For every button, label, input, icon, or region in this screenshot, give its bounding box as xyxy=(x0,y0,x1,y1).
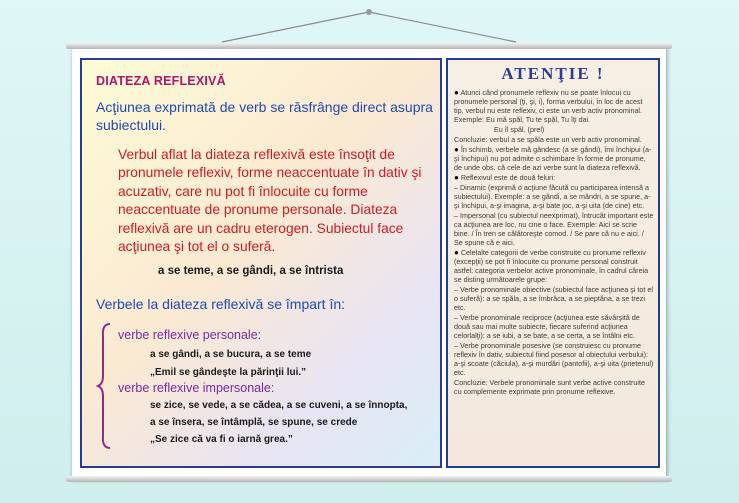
note-8: Celelalte categorii de verbe construite cu pronume reflexiv (excepţii) se pot fi înlocuite cu pronume personal construit astfel: categoria verbelor active pronominale, în cadrul căreia se disting următoarele grupe: xyxy=(454,248,649,284)
impersonal-example-1: se zice, se vede, a se cădea, a se cuveni, a se înnopta, xyxy=(150,400,408,411)
poster-top-rod xyxy=(66,43,672,49)
note-4: În schimb, verbele mă gândesc (a se gândi), îmi închipui (a-şi închipui) nu pot admite o schimbare în forme de pronume, de unde obs. că cele de azi verbe sunt la diateza reflexivă. xyxy=(454,145,652,172)
note-2: Eu îl spăl. (prel) xyxy=(494,125,545,134)
poster-bottom-rod xyxy=(66,476,672,482)
impersonal-example-2: a se însera, se întâmplă, se spune, se crede xyxy=(150,417,358,428)
examples: a se teme, a se gândi, a se întrista xyxy=(158,265,344,277)
subtitle: Verbele la diateza reflexivă se împart în: xyxy=(96,296,346,312)
impersonal-example-3: „Se zice că va fi o iarnă grea.” xyxy=(150,434,293,445)
brace-icon xyxy=(96,322,112,450)
note-3: Concluzie: verbul a se spăla este un verb activ pronominal. xyxy=(454,135,642,144)
note-9: – Verbe pronominale obiective (subiectul face acţiunea şi tot el o suferă): a se spăla, a se îmbrăca, a se pieptăna, a se trezi etc. xyxy=(454,285,653,312)
note-11: – Verbe pronominale posesive (se construiesc cu pronume reflexiv în dativ, subiectul fiind posesor al obiectului verbului): a-şi scoate (căciula), a-şi murdări (pantofii), a-şi uita (prietenul) etc. xyxy=(454,341,654,377)
personal-example-1: a se gândi, a se bucura, a se teme xyxy=(150,349,312,360)
main-panel xyxy=(80,58,442,468)
definition: Acţiunea exprimată de verb se răsfrânge direct asupra subiectului. xyxy=(96,99,433,133)
impersonal-label: verbe reflexive impersonale: xyxy=(118,381,275,395)
attention-text xyxy=(454,88,654,397)
attention-title: ATENŢIE ! xyxy=(501,64,605,83)
note-12: Concluzie: Verbele pronominale sunt verbe active construite cu complemente exprimate prin pronume reflexive. xyxy=(454,378,645,396)
bullet-icon: ● xyxy=(454,145,459,154)
personal-example-2: „Emil se gândeşte la părinţii lui.” xyxy=(150,367,307,378)
note-1: Atunci când pronumele reflexiv nu se poate înlocui cu pronumele personal (ţi, şi, i), forma verbului, în loc de acest tip, verbul nu este reflexiv, ci este un verb activ pronominal. Exemple: Eu mă spăl, Tu te spăl, Tu îţi dai. xyxy=(454,88,643,124)
rule-text: Verbul aflat la diateza reflexivă este însoţit de pronumele reflexiv, forme neaccentuate în dativ şi acuzativ, care nu pot fi înlocuite cu forme neaccentuate de pronume personale. Diateza reflexivă are un cadru eterogen. Subiectul face acţiunea şi tot el o suferă. xyxy=(118,147,422,255)
note-6: – Dinamic (exprimă o acţiune făcută cu participarea intensă a subiectului). Exemple: a se gândi, a se mândri, a se spune, a-şi închipui, a-şi imagina, a-şi bate joc, a-şi uita (de cine) etc. xyxy=(454,183,651,210)
bullet-icon: ● xyxy=(454,248,459,257)
attention-panel xyxy=(446,58,660,468)
page-title: DIATEZA REFLEXIVĂ xyxy=(96,74,226,88)
note-5: Reflexivul este de două feluri: xyxy=(460,173,556,182)
bullet-icon: ● xyxy=(454,173,459,182)
personal-label: verbe reflexive personale: xyxy=(118,328,262,342)
note-10: – Verbe pronominale reciproce (acţiunea este săvârşită de două sau mai multe subiecte, fiecare suferind acţiunea celorlalţi): a se iubi, a se bate, a se certa, a se întâlni etc. xyxy=(454,313,640,340)
bullet-icon: ● xyxy=(454,88,459,97)
note-7: – Impersonal (cu subiectul neexprimat), întrucât important este ca acţiunea are loc, nu cine o face. Exemple: Aici se scrie bine. / În tren se călătoreşte comod. / Se pare că nu e aici. / Se spune că e aici. xyxy=(454,211,654,247)
